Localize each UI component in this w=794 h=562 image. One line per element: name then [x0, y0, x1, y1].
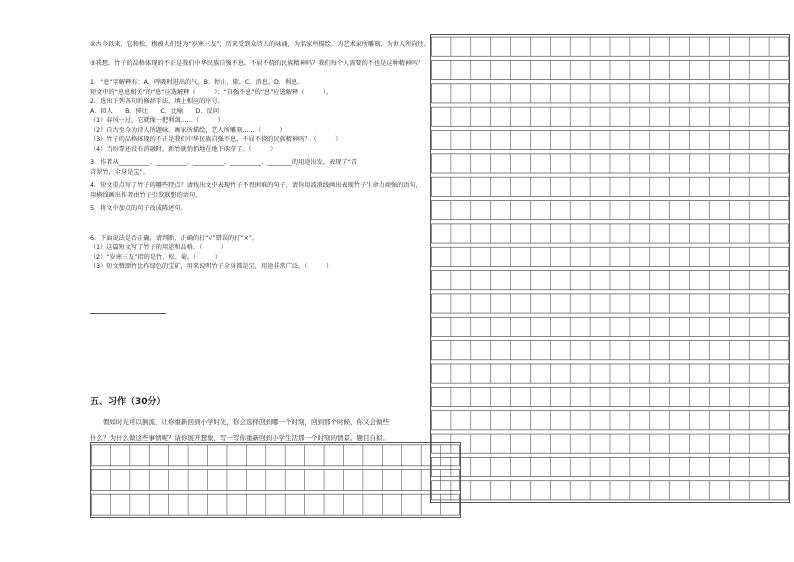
question-3: 3．作者从__________、__________、__________、__________、________的用途出发，表现了“青: [90, 159, 358, 166]
grid-row: [92, 445, 460, 466]
paragraph-5: ⑤我想，竹子的品格体现的不正是我们中华民族自强不息、不屈不挠的民族精神吗？我们每个人需要的不也是这种精神吗？: [90, 60, 424, 67]
question-2-options: A．拟人 B．排比 C．比喻 D．反问: [90, 107, 219, 115]
writing-grid-right[interactable]: [430, 34, 790, 503]
answer-line: [90, 313, 166, 314]
grid-row: [92, 470, 460, 491]
question-1: 1．“息”字解释有：A．呼吸时进出的气。B．停止，歇。C．消息。D．利息。: [90, 79, 304, 86]
essay-prompt-line-1: 假如时光可以倒流，让你重新回到小学时光，你会选择回到哪一个时刻，回到那个时候，你又会做些: [90, 418, 389, 426]
question-2-item-2: （2）自古至今为诗人所题咏，画家所描绘，艺人所雕刻……（ ）: [90, 126, 286, 134]
question-2-item-4: （4）当纷霏还没有消融时，新竹就悄悄地在地下萌芽了。（ ）: [90, 145, 277, 153]
question-4-continued: 用横线画出作者由竹子引发联想的语句。: [90, 191, 202, 199]
question-2: 2．选出下列各句的修辞手法，填上相应的序号。: [90, 98, 224, 105]
question-3-continued: 青翠竹，全身是宝”。: [90, 168, 149, 176]
paragraph-4: ④古今以来，它和松、梅被人们誉为“岁寒三友”，历来受到众诗人的咏诵，为名家所描绘。为艺术家所雕刻，为世人所向往。: [90, 41, 430, 48]
writing-grid-bottom[interactable]: [90, 442, 461, 518]
question-6-item-3: （3）短文赞颂竹比作绿色的宝矿，用来说明竹子全身都是宝，用途非常广泛。（ ）: [90, 263, 333, 270]
section-title: 五、习作（30分）: [90, 397, 166, 407]
question-5: 5．将文中加点的句子改成陈述句。: [90, 205, 187, 212]
question-2-item-3: （3）竹子的品格体现的不正是我们中华民族自强不息、不屈不挠的民族精神吗？（ ）: [90, 136, 342, 143]
reading-questions: [90, 40, 430, 272]
question-4: 4．短文重点写了竹子的哪些特点？请找出文中表现竹子不畏困难的句子，请你用波浪线画出表现竹子生命力顽强的语句，: [90, 182, 422, 189]
question-1-blanks: 短文中的“息息相关”的“息”应选解释（ ）；“自强不息”的“息”应选解释（ ）。: [90, 88, 333, 96]
writing-grid-bottom-lines: [91, 443, 460, 517]
writing-grid-right-lines: [431, 35, 789, 502]
grid-row: [92, 494, 460, 515]
essay-prompt-line-2: 什么？为什么做这些事情呢？请你展开想象，写一写你重新回到小学生活那一个时刻的情景。题目自拟。: [90, 434, 389, 442]
question-6-item-2: （2）“岁寒三友”指的是竹、松、菊。（ ）: [90, 253, 221, 261]
question-2-item-1: （1）春风一过，它就像一把利剑……（ ）: [90, 117, 224, 124]
question-6: 6．下面说法是否正确，请判断，正确的打“√”错误的打“×”。: [90, 234, 259, 242]
question-6-item-1: （1）这篇短文写了竹子的用途和品格。（ ）: [90, 244, 227, 251]
